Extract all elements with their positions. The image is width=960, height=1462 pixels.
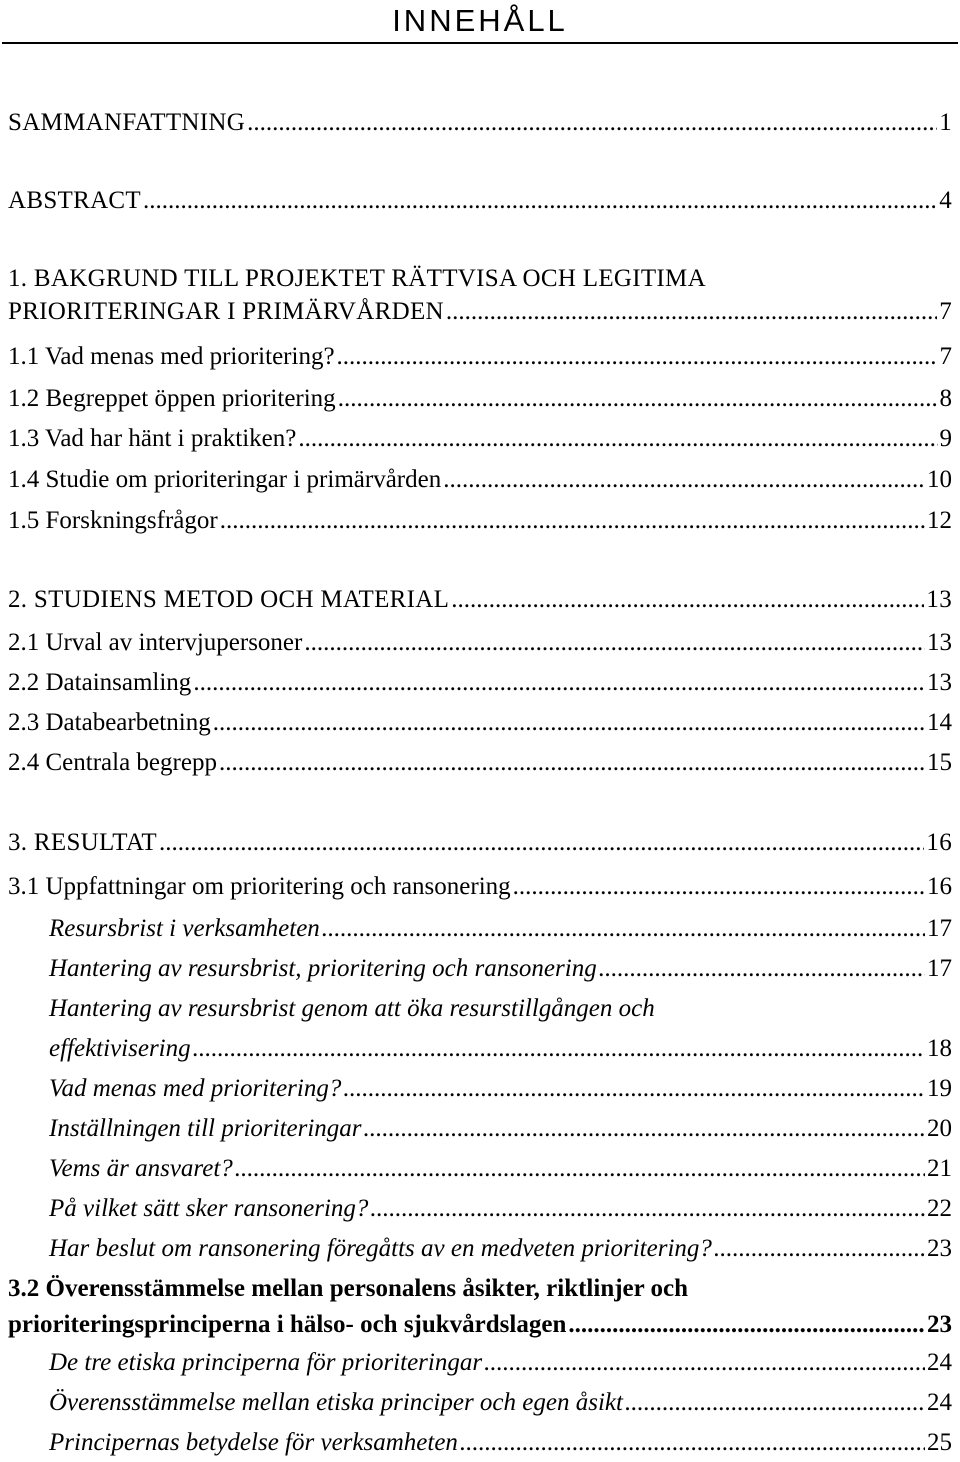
heading-rule	[2, 42, 958, 44]
toc-entry-title: 2.4 Centrala begrepp	[8, 749, 217, 776]
dot-leader	[304, 628, 925, 658]
toc-entry-title: ABSTRACT	[8, 187, 141, 214]
toc-entry-1-1[interactable]	[8, 342, 952, 372]
dot-leader	[143, 186, 937, 216]
toc-entry-page: 7	[939, 343, 952, 370]
dot-leader	[213, 708, 925, 738]
toc-entry-page: 19	[927, 1075, 952, 1102]
dot-leader	[443, 465, 925, 495]
dot-leader	[625, 1388, 925, 1418]
toc-entry-title: Inställningen till prioriteringar	[49, 1115, 362, 1142]
toc-entry-title: Resursbrist i verksamheten	[49, 915, 320, 942]
toc-entry-title: 3.2 Överensstämmelse mellan personalens åsikter, riktlinjer och	[8, 1275, 689, 1302]
toc-entry-page: 14	[927, 709, 952, 736]
toc-entry-title: 3. RESULTAT	[8, 829, 158, 856]
toc-entry-2-3[interactable]	[8, 708, 952, 738]
dot-leader	[343, 1074, 925, 1104]
toc-entry-3-1-b[interactable]	[49, 954, 952, 984]
toc-entry-page: 17	[927, 955, 952, 982]
toc-entry-title: 2. STUDIENS METOD OCH MATERIAL	[8, 586, 450, 613]
toc-entry-1-2[interactable]	[8, 384, 952, 414]
dot-leader	[159, 828, 924, 858]
toc-entry-3-1-f[interactable]	[49, 1154, 952, 1184]
toc-entry-title: Hantering av resursbrist genom att öka resurstillgången och	[49, 995, 655, 1022]
toc-entry-page: 12	[927, 507, 952, 534]
toc-entry-3-1[interactable]	[8, 872, 952, 902]
toc-entry-sammanfattning[interactable]	[8, 108, 952, 138]
toc-entry-2-1[interactable]	[8, 628, 952, 658]
toc-entry-ch2[interactable]	[8, 585, 952, 615]
toc-entry-3-1-d[interactable]	[49, 1074, 952, 1104]
toc-entry-1-5[interactable]	[8, 506, 952, 536]
dot-leader	[193, 1034, 925, 1064]
dot-leader	[714, 1234, 925, 1264]
toc-entry-page: 20	[927, 1115, 952, 1142]
toc-entry-3-1-e[interactable]	[49, 1114, 952, 1144]
toc-entry-page: 9	[939, 425, 952, 452]
toc-entry-page: 18	[927, 1035, 952, 1062]
toc-entry-page: 8	[939, 385, 952, 412]
toc-entry-title: 2.3 Databearbetning	[8, 709, 211, 736]
toc-entry-ch3[interactable]	[8, 828, 952, 858]
dot-leader	[599, 954, 925, 984]
toc-entry-page: 7	[939, 298, 952, 325]
toc-entry-3-1-c-line1[interactable]	[49, 994, 655, 1024]
toc-entry-1-4[interactable]	[8, 465, 952, 495]
dot-leader	[235, 1154, 925, 1184]
toc-entry-3-2-a[interactable]	[49, 1348, 952, 1378]
dot-leader	[219, 748, 925, 778]
toc-entry-ch1-line1[interactable]	[8, 264, 706, 294]
toc-entry-3-1-a[interactable]	[49, 914, 952, 944]
toc-entry-page: 16	[927, 873, 952, 900]
toc-entry-title: 2.1 Urval av intervjupersoner	[8, 629, 303, 656]
toc-entry-title: 1.4 Studie om prioriteringar i primärvården	[8, 466, 442, 493]
toc-entry-title: Vad menas med prioritering?	[49, 1075, 342, 1102]
toc-entry-3-1-c[interactable]	[49, 1034, 952, 1064]
toc-entry-page: 4	[939, 187, 952, 214]
toc-entry-page: 21	[927, 1155, 952, 1182]
toc-entry-page: 23	[927, 1311, 952, 1338]
toc-entry-page: 16	[926, 829, 952, 856]
toc-entry-title: 1. BAKGRUND TILL PROJEKTET RÄTTVISA OCH LEGITIMA	[8, 265, 706, 292]
toc-entry-title: De tre etiska principerna för prioriteringar	[49, 1349, 483, 1376]
dot-leader	[513, 872, 925, 902]
toc-entry-page: 25	[927, 1429, 952, 1456]
toc-entry-title: SAMMANFATTNING	[8, 109, 246, 136]
dot-leader	[322, 914, 925, 944]
toc-entry-title: 1.5 Forskningsfrågor	[8, 507, 218, 534]
toc-entry-page: 17	[927, 915, 952, 942]
dot-leader	[460, 1428, 925, 1458]
toc-entry-2-4[interactable]	[8, 748, 952, 778]
toc-entry-title: Principernas betydelse för verksamheten	[49, 1429, 458, 1456]
dot-leader	[446, 297, 937, 327]
dot-leader	[220, 506, 925, 536]
toc-entry-page: 10	[927, 466, 952, 493]
toc-entry-1-3[interactable]	[8, 424, 952, 454]
dot-leader	[370, 1194, 925, 1224]
toc-entry-3-2-b[interactable]	[49, 1388, 952, 1418]
toc-entry-page: 24	[927, 1349, 952, 1376]
toc-entry-title: Överensstämmelse mellan etiska principer och egen åsikt	[49, 1389, 623, 1416]
dot-leader	[364, 1114, 925, 1144]
page-heading: INNEHÅLL	[392, 3, 568, 38]
toc-entry-page: 1	[939, 109, 952, 136]
toc-entry-3-1-g[interactable]	[49, 1194, 952, 1224]
dot-leader	[568, 1310, 925, 1340]
toc-entry-page: 23	[927, 1235, 952, 1262]
toc-entry-page: 24	[927, 1389, 952, 1416]
toc-entry-ch1[interactable]	[8, 297, 952, 327]
toc-entry-title: Vems är ansvaret?	[49, 1155, 233, 1182]
toc-entry-page: 13	[927, 629, 952, 656]
toc-entry-title: PRIORITERINGAR I PRIMÄRVÅRDEN	[8, 298, 444, 325]
toc-entry-title: prioriteringsprinciperna i hälso- och sjukvårdslagen	[8, 1311, 567, 1338]
toc-entry-3-2-line1[interactable]	[8, 1274, 688, 1304]
toc-entry-title: Hantering av resursbrist, prioritering och ransonering	[49, 955, 597, 982]
dot-leader	[451, 585, 924, 615]
dot-leader	[193, 668, 925, 698]
toc-entry-page: 22	[927, 1195, 952, 1222]
toc-entry-title: På vilket sätt sker ransonering?	[49, 1195, 369, 1222]
toc-entry-page: 13	[927, 669, 952, 696]
toc-entry-page: 13	[926, 586, 952, 613]
toc-entry-3-1-h[interactable]	[49, 1234, 952, 1264]
dot-leader	[484, 1348, 925, 1378]
toc-entry-title: 1.2 Begreppet öppen prioritering	[8, 385, 336, 412]
dot-leader	[247, 108, 937, 138]
dot-leader	[338, 384, 938, 414]
toc-entry-title: effektivisering	[49, 1035, 191, 1062]
toc-entry-title: Har beslut om ransonering föregåtts av en medveten prioritering?	[49, 1235, 712, 1262]
toc-entry-3-2-c[interactable]	[49, 1428, 952, 1458]
toc-entry-3-2[interactable]	[8, 1310, 952, 1340]
dot-leader	[298, 424, 937, 454]
toc-entry-abstract[interactable]	[8, 186, 952, 216]
toc-entry-page: 15	[927, 749, 952, 776]
toc-entry-2-2[interactable]	[8, 668, 952, 698]
toc-entry-title: 3.1 Uppfattningar om prioritering och ransonering	[8, 873, 511, 900]
toc-entry-title: 1.3 Vad har hänt i praktiken?	[8, 425, 297, 452]
toc-entry-title: 2.2 Datainsamling	[8, 669, 192, 696]
toc-entry-title: 1.1 Vad menas med prioritering?	[8, 343, 335, 370]
dot-leader	[337, 342, 938, 372]
